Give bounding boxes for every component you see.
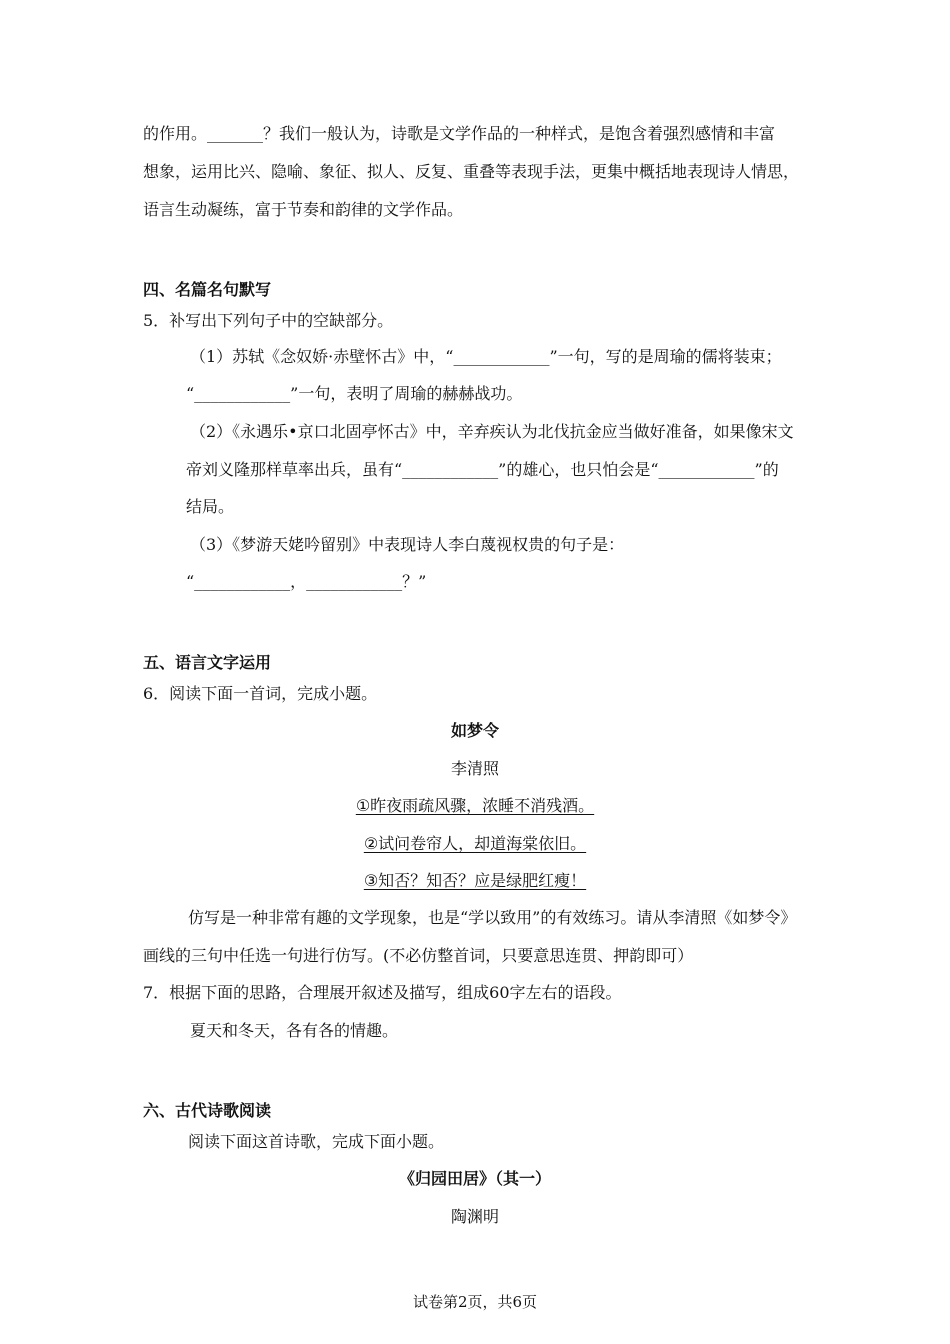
ci-line-3: ③知否？知否？应是绿肥红瘦！ (363, 871, 587, 890)
ci-author: 李清照 (450, 759, 499, 778)
q5-part3-line1: （3）《梦游天姥吟留别》中表现诗人李白蔑视权贵的句子是： (190, 535, 625, 554)
q5-part1-line2: “____________”一句，表明了周瑜的赫赫战功。 (186, 384, 523, 403)
intro-line-3: 语言生动凝练，富于节奏和韵律的文学作品。 (143, 200, 464, 219)
intro-line-2: 想象，运用比兴、隐喻、象征、拟人、反复、重叠等表现手法，更集中概括地表现诗人情思， (143, 162, 800, 181)
section-5-heading: 五、语言文字运用 (143, 653, 272, 672)
q5-part2-line3: 结局。 (186, 497, 235, 516)
q7-prompt: 夏天和冬天，各有各的情趣。 (190, 1021, 399, 1040)
section-4-heading: 四、名篇名句默写 (143, 280, 272, 299)
shi-author: 陶渊明 (450, 1207, 499, 1226)
q6-text-line1: 仿写是一种非常有趣的文学现象，也是“学以致用”的有效练习。请从李清照《如梦令》 (188, 908, 797, 927)
q6-text-line2: 画线的三句中任选一句进行仿写。(不必仿整首词，只要意思连贯、押韵即可） (143, 946, 694, 965)
q5-part2-line1: （2）《永遇乐•京口北固亭怀古》中，辛弃疾认为北伐抗金应当做好准备，如果像宋文 (190, 422, 794, 441)
page-footer: 试卷第2页，共6页 (412, 1293, 538, 1311)
intro-line-1: 的作用。_______？我们一般认为，诗歌是文学作品的一种样式，是饱含着强烈感情和丰富 (143, 124, 776, 143)
ci-title: 如梦令 (450, 721, 499, 740)
question-6: 6．阅读下面一首词，完成小题。 (143, 684, 378, 703)
ci-line-1: ①昨夜雨疏风骤，浓睡不消残酒。 (355, 796, 595, 815)
section-6-heading: 六、古代诗歌阅读 (143, 1101, 272, 1120)
q5-part1-line1: （1）苏轼《念奴娇·赤壁怀古》中，“____________”一句，写的是周瑜的儒将装束； (190, 347, 782, 366)
q5-part3-line2: “____________，____________？” (186, 572, 427, 591)
question-5: 5．补写出下列句子中的空缺部分。 (143, 311, 394, 330)
shi-title: 《归园田居》（其一） (398, 1169, 551, 1188)
question-7: 7．根据下面的思路，合理展开叙述及描写，组成60字左右的语段。 (143, 983, 622, 1002)
q5-part2-line2: 帝刘义隆那样草率出兵，虽有“____________”的雄心，也只怕会是“____________”的 (186, 460, 779, 479)
section-6-instruction: 阅读下面这首诗歌，完成下面小题。 (188, 1132, 445, 1151)
ci-line-2: ②试问卷帘人，却道海棠依旧。 (363, 834, 587, 853)
